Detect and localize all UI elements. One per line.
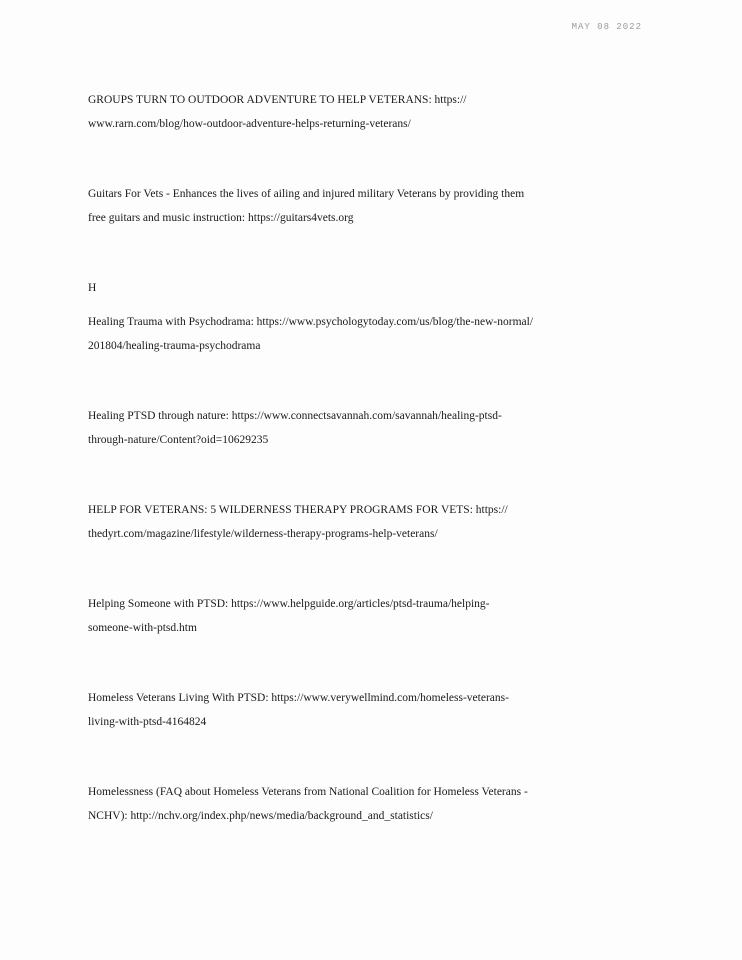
reference-line: living-with-ptsd-4164824 xyxy=(88,716,207,728)
reference-entry xyxy=(88,686,668,734)
reference-entry xyxy=(88,182,668,230)
reference-entry xyxy=(88,310,668,358)
reference-line: 201804/healing-trauma-psychodrama xyxy=(88,340,261,352)
reference-line: someone-with-ptsd.htm xyxy=(88,622,197,634)
reference-entry xyxy=(88,404,668,452)
reference-line: www.rarn.com/blog/how-outdoor-adventure-helps-returning-veterans/ xyxy=(88,118,411,130)
reference-line: through-nature/Content?oid=10629235 xyxy=(88,434,269,446)
reference-line: Helping Someone with PTSD: https://www.helpguide.org/articles/ptsd-trauma/helping- xyxy=(88,598,490,610)
reference-line: thedyrt.com/magazine/lifestyle/wilderness-therapy-programs-help-veterans/ xyxy=(88,528,438,540)
reference-line: Homelessness (FAQ about Homeless Veterans from National Coalition for Homeless Veterans - xyxy=(88,786,528,798)
section-letter: H xyxy=(88,282,97,294)
reference-line: Guitars For Vets - Enhances the lives of ailing and injured military Veterans by providing them xyxy=(88,188,525,200)
reference-line: free guitars and music instruction: https://guitars4vets.org xyxy=(88,212,354,224)
reference-line: Homeless Veterans Living With PTSD: https://www.verywellmind.com/homeless-veterans- xyxy=(88,692,509,704)
reference-entry xyxy=(88,498,668,546)
reference-line: HELP FOR VETERANS: 5 WILDERNESS THERAPY PROGRAMS FOR VETS: https:// xyxy=(88,504,508,516)
reference-entry xyxy=(88,780,668,828)
reference-line: Healing PTSD through nature: https://www.connectsavannah.com/savannah/healing-ptsd- xyxy=(88,410,502,422)
header-date: MAY 08 2022 xyxy=(571,22,642,32)
reference-entry xyxy=(88,88,668,136)
reference-list xyxy=(88,88,668,874)
reference-line: Healing Trauma with Psychodrama: https://www.psychologytoday.com/us/blog/the-new-normal/ xyxy=(88,316,534,328)
reference-entry xyxy=(88,592,668,640)
reference-line: NCHV): http://nchv.org/index.php/news/media/background_and_statistics/ xyxy=(88,810,433,822)
reference-line: GROUPS TURN TO OUTDOOR ADVENTURE TO HELP VETERANS: https:// xyxy=(88,94,467,106)
